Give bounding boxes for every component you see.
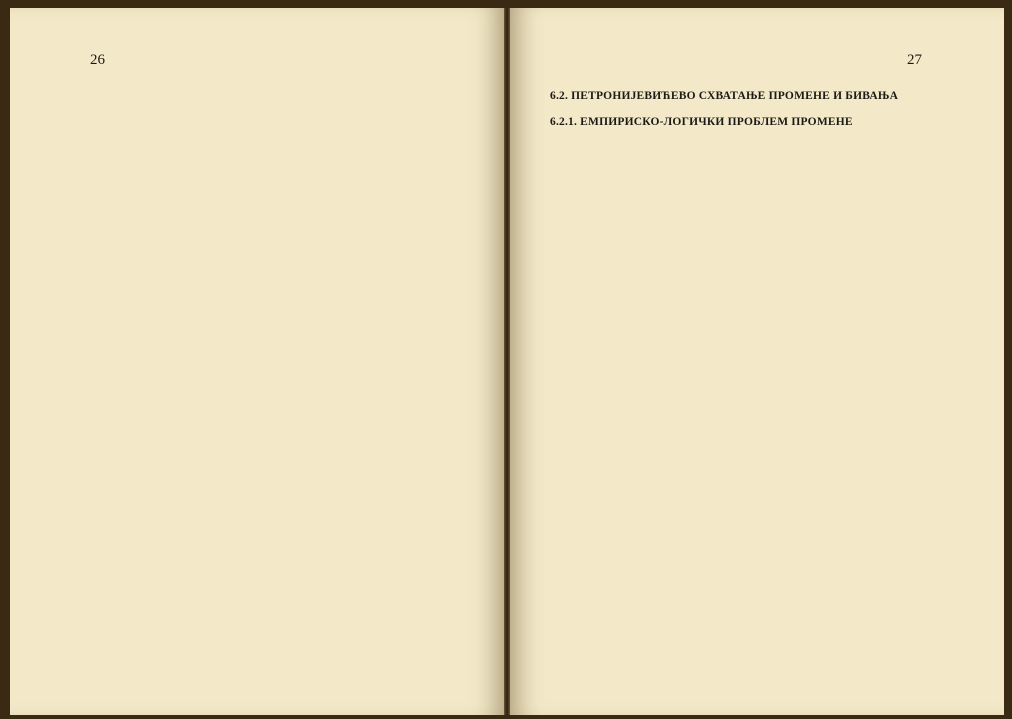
left-page [10,8,504,715]
section-heading: 6.2. ПЕТРОНИЈЕВИЋЕВО СХВАТАЊЕ ПРОМЕНЕ И БИВАЊА [550,90,899,102]
right-page [510,8,1004,715]
subsection-heading: 6.2.1. ЕМПИРИСКО-ЛОГИЧКИ ПРОБЛЕМ ПРОМЕНЕ [550,116,853,128]
page-number: 26 [90,52,105,68]
page-number: 27 [907,52,922,68]
